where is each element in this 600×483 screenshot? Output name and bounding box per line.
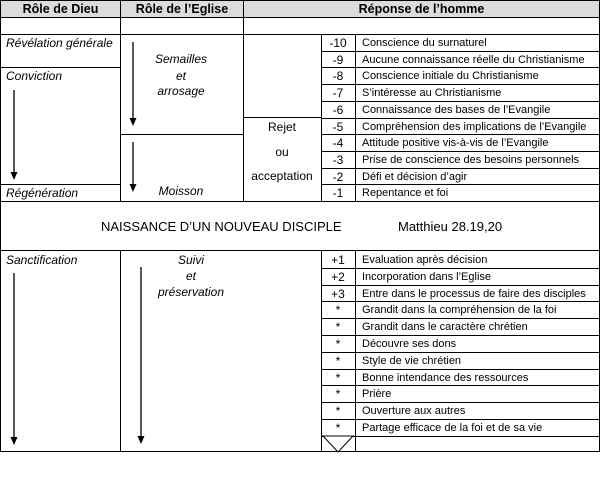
step-score: -10 (329, 36, 347, 50)
step-text: Style de vie chrétien (362, 354, 462, 367)
row-line (0, 250, 600, 251)
eglise-moisson: Moisson (158, 184, 204, 198)
step-text: Prière (362, 388, 392, 401)
arrow-down-icon (130, 142, 137, 192)
step-row-line (321, 67, 600, 68)
step-score: * (335, 387, 341, 402)
step-text: Conscience initiale du Christianisme (362, 70, 539, 83)
step-text: Prise de conscience des besoins personnels (362, 153, 580, 166)
middle-acceptation: acceptation (251, 169, 313, 183)
step-row-line (321, 318, 600, 319)
step-score: -4 (332, 136, 344, 151)
step-row-line (321, 101, 600, 102)
step-text: Bonne intendance des ressources (362, 371, 529, 384)
dieu-regeneration: Régénération (6, 186, 79, 200)
step-text: S’intéresse au Christianisme (362, 87, 502, 100)
step-row-line (321, 51, 600, 52)
step-score: +2 (331, 269, 345, 284)
arrow-down-icon (11, 273, 18, 445)
arrow-down-icon (11, 90, 18, 180)
row-line (120, 134, 243, 135)
step-row-line (321, 118, 600, 119)
step-score: -6 (332, 102, 344, 117)
step-text: Attitude positive vis-à-vis de l’Evangile (362, 137, 549, 150)
header-role-dieu (0, 0, 121, 18)
step-score: * (335, 404, 341, 419)
eglise-suivi-et: et (185, 269, 196, 283)
triangle-down-icon (323, 436, 353, 452)
arrow-down-icon (130, 42, 137, 126)
step-row-line (321, 335, 600, 336)
step-row-line (321, 301, 600, 302)
header-role-eglise-label: Rôle de l’Eglise (135, 2, 229, 16)
step-row-line (321, 285, 600, 286)
step-text: Repentance et foi (362, 187, 449, 200)
step-score: +1 (331, 253, 345, 267)
eglise-arrosage: arrosage (157, 84, 205, 98)
arrow-down-icon (138, 267, 145, 444)
row-line (0, 34, 600, 35)
dieu-conviction: Conviction (6, 69, 63, 83)
border-left (0, 18, 1, 452)
step-row-line (321, 134, 600, 135)
step-text: Ouverture aux autres (362, 405, 466, 418)
header-role-dieu-label: Rôle de Dieu (22, 2, 99, 16)
step-row-line (321, 352, 600, 353)
step-text: Compréhension des implications de l’Evangile (362, 120, 587, 133)
step-row-line (321, 268, 600, 269)
row-line (243, 117, 321, 118)
header-reponse-homme (243, 0, 600, 18)
banner-title: NAISSANCE D’UN NOUVEAU DISCIPLE (101, 219, 342, 234)
step-score: -9 (332, 52, 344, 67)
header-role-eglise (120, 0, 244, 18)
step-row-line (321, 436, 600, 437)
step-score: +3 (331, 286, 345, 301)
dieu-revelation: Révélation générale (6, 36, 113, 50)
step-score: -8 (332, 69, 344, 84)
step-score: -2 (332, 169, 344, 184)
step-row-line (321, 184, 600, 185)
dieu-sanctification: Sanctification (6, 253, 78, 267)
step-score: * (335, 353, 341, 368)
step-score: * (335, 303, 341, 318)
step-text: Incorporation dans l’Eglise (362, 270, 492, 283)
col-line (120, 18, 121, 201)
eglise-preservation: préservation (157, 285, 225, 299)
eglise-semailles-et: et (175, 69, 186, 83)
step-text: Entre dans le processus de faire des disciples (362, 287, 586, 300)
header-reponse-homme-label: Réponse de l’homme (358, 2, 485, 16)
row-line (0, 184, 120, 185)
step-row-line (321, 151, 600, 152)
step-score: * (335, 337, 341, 351)
step-row-line (321, 385, 600, 386)
middle-rejet: Rejet (267, 120, 296, 134)
eglise-semailles: Semailles (154, 52, 208, 66)
step-row-line (321, 402, 600, 403)
step-text: Aucune connaissance réelle du Christianisme (362, 53, 585, 66)
step-row-line (321, 419, 600, 420)
step-score: -7 (332, 86, 344, 101)
col-line (120, 250, 121, 452)
step-text: Découvre ses dons (362, 338, 457, 350)
step-text: Défi et décision d’agir (362, 170, 468, 183)
step-text: Conscience du surnaturel (362, 37, 487, 49)
step-score: * (335, 421, 341, 435)
step-row-line (321, 84, 600, 85)
step-row-line (321, 369, 600, 370)
row-line (0, 451, 600, 452)
middle-ou: ou (275, 145, 289, 159)
step-score: * (335, 320, 341, 335)
row-line (0, 67, 120, 68)
banner-reference: Matthieu 28.19,20 (398, 219, 503, 234)
row-line (0, 201, 600, 202)
step-score: -3 (332, 152, 344, 167)
step-text: Grandit dans le caractère chrétien (362, 321, 528, 334)
step-score: -1 (332, 186, 344, 201)
step-score: -5 (332, 119, 344, 134)
step-text: Partage efficace de la foi et de sa vie (362, 422, 543, 434)
step-text: Grandit dans la compréhension de la foi (362, 304, 557, 317)
step-score: * (335, 370, 341, 385)
step-text: Connaissance des bases de l’Evangile (362, 103, 551, 116)
eglise-suivi: Suivi (177, 253, 204, 267)
step-row-line (321, 168, 600, 169)
step-text: Evaluation après décision (362, 254, 488, 266)
